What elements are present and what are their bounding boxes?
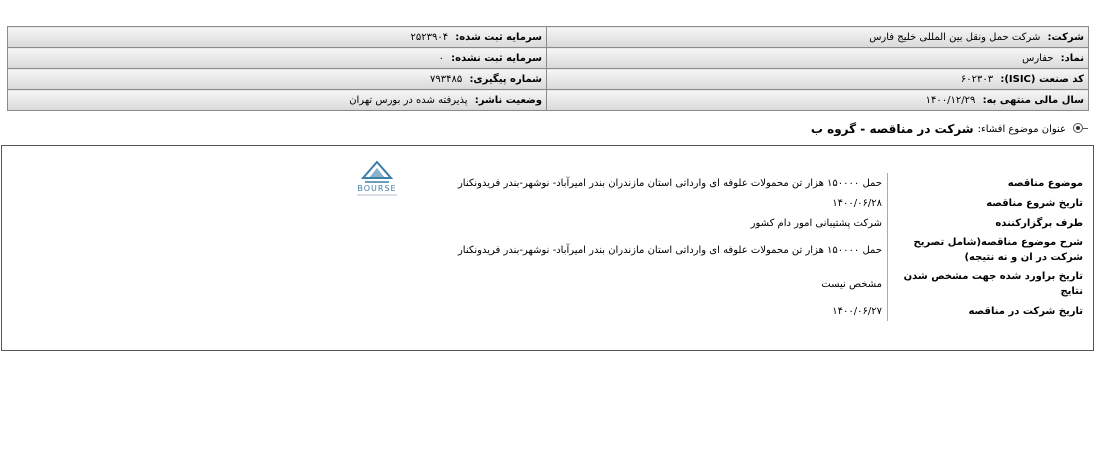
isic-value: ۶۰۲۳۰۳ — [960, 73, 994, 85]
isic-cell — [547, 69, 1089, 90]
isic-label: کد صنعت (ISIC): — [1000, 73, 1084, 85]
fiscal-year-label: سال مالی منتهی به: — [982, 94, 1084, 106]
detail-label: تاریخ شرکت در مناقصه — [888, 301, 1087, 321]
info-row — [8, 27, 1089, 48]
detail-value: حمل ۱۵۰۰۰۰ هزار تن محمولات علوفه ای وارداتی استان مازندران بندر امیرآباد- نوشهر-بندر فریدونکنار — [457, 244, 882, 256]
tender-details-box — [1, 145, 1094, 351]
detail-value: مشخص نیست — [821, 278, 882, 290]
table-row — [455, 233, 1086, 267]
table-row — [455, 267, 1086, 301]
info-row — [8, 48, 1089, 69]
subject-title: شرکت در مناقصه - گروه ب — [810, 122, 974, 136]
info-row — [8, 69, 1089, 90]
detail-label: تاریخ براورد شده جهت مشخص شدن نتایج — [888, 267, 1087, 301]
unregistered-capital-cell — [8, 48, 547, 69]
detail-value: ۱۴۰۰/۰۶/۲۸ — [832, 197, 882, 209]
company-value: شرکت حمل ونقل بین المللی خلیج فارس — [869, 31, 1041, 43]
registered-capital-value: ۲۵۲۳۹۰۴ — [410, 31, 449, 43]
subject-label: عنوان موضوع افشاء: — [977, 123, 1066, 135]
table-row — [455, 301, 1086, 321]
company-label: شرکت: — [1047, 31, 1084, 43]
detail-value: شرکت پشتیبانی امور دام کشور — [750, 217, 882, 229]
disclosure-subject — [811, 120, 1088, 138]
symbol-cell — [547, 48, 1089, 69]
company-info-table — [7, 26, 1089, 111]
detail-value: حمل ۱۵۰۰۰۰ هزار تن محمولات علوفه ای وارداتی استان مازندران بندر امیرآباد- نوشهر-بندر فریدونکنار — [457, 177, 882, 189]
logo-text: BOURSE — [357, 184, 397, 193]
info-row — [8, 90, 1089, 111]
registered-capital-cell — [8, 27, 547, 48]
publisher-status-value: پذیرفته شده در بورس تهران — [349, 94, 468, 106]
detail-value: ۱۴۰۰/۰۶/۲۷ — [832, 305, 882, 317]
detail-label: طرف برگزارکننده — [888, 213, 1087, 233]
unregistered-capital-label: سرمایه ثبت نشده: — [451, 52, 542, 64]
tracking-value: ۷۹۳۴۸۵ — [430, 73, 463, 85]
symbol-value: حفارس — [1022, 52, 1054, 64]
publisher-status-label: وضعیت ناشر: — [474, 94, 542, 106]
detail-label: موضوع مناقصه — [888, 173, 1087, 193]
detail-label: تاریخ شروع مناقصه — [888, 193, 1087, 213]
table-row — [455, 173, 1086, 193]
table-row — [455, 193, 1086, 213]
tracking-cell — [8, 69, 547, 90]
symbol-label: نماد: — [1060, 52, 1084, 64]
bourse-logo-icon — [349, 160, 405, 200]
detail-label: شرح موضوع مناقصه(شامل تصریح شرکت در ان و نه نتیجه) — [888, 233, 1087, 267]
tracking-label: شماره پیگیری: — [469, 73, 542, 85]
fiscal-year-value: ۱۴۰۰/۱۲/۲۹ — [925, 94, 976, 106]
company-cell — [547, 27, 1089, 48]
unregistered-capital-value: ۰ — [438, 52, 444, 64]
publisher-status-cell — [8, 90, 547, 111]
tender-details-table — [455, 173, 1086, 321]
fiscal-year-cell — [547, 90, 1089, 111]
registered-capital-label: سرمایه ثبت شده: — [455, 31, 542, 43]
radio-target-icon — [1070, 120, 1088, 138]
table-row — [455, 213, 1086, 233]
